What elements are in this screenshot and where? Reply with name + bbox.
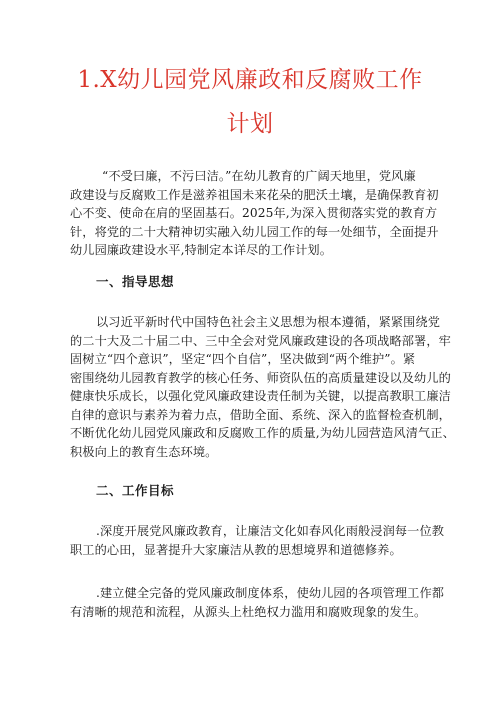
goal2-line: .建立健全完备的党风廉政制度体系，使幼儿园的各项管理工作都	[96, 586, 445, 600]
intro-line: 幼儿园廉政建设水平,特制定本详尽的工作计划。	[70, 243, 333, 257]
intro-line: 政建设与反腐败工作是滋养祖国未来花朵的肥沃土壤，是确保教育初	[70, 187, 439, 202]
section1-line: 密围绕幼儿园教育教学的核心任务、师资队伍的高质量建设以及幼儿的	[70, 370, 451, 385]
section1-line: 不断优化幼儿园党风廉政和反腐败工作的质量,为幼儿园营造风清气正、	[70, 426, 455, 440]
intro-line: “不受曰廉，不污曰洁。”在幼儿教育的广阔天地里，党风廉	[102, 169, 416, 183]
document-title-line1: 1.X幼儿园党风廉政和反腐败工作	[77, 67, 423, 93]
goal1-line: .深度开展党风廉政教育，让廉洁文化如春风化雨般浸润每一位教	[96, 524, 445, 538]
section1-line: 固树立“四个意识”，坚定“四个自信”，坚决做到“两个维护”。紧	[70, 352, 416, 366]
intro-paragraph	[70, 167, 439, 260]
section1-line: 的二十大及二十届二中、三中全会对党风廉政建设的各项战略部署，牢	[70, 333, 451, 348]
section2-heading: 二、工作目标	[96, 483, 175, 498]
section1-line: 以习近平新时代中国特色社会主义思想为根本遵循，紧紧围绕党	[96, 315, 441, 329]
goal1-line: 职工的心田，显著提升大家廉洁从教的思想境界和道德修养。	[70, 542, 402, 557]
section1-line: 自律的意识与素养为着力点，借助全面、系统、深入的监督检查机制，	[70, 407, 451, 422]
goal2-paragraph	[70, 584, 445, 621]
goal2-line: 有清晰的规范和流程，从源头上杜绝权力滥用和腐败现象的发生。	[70, 604, 427, 619]
intro-line: 心不变、使命在肩的坚固基石。2025年,为深入贯彻落实党的教育方	[70, 206, 438, 220]
section1-line: 积极向上的教育生态环境。	[70, 444, 218, 459]
document-title-line2: 计划	[226, 111, 274, 137]
goal1-paragraph	[70, 522, 445, 559]
section1-heading: 一、指导思想	[96, 274, 175, 289]
section1-paragraph	[70, 313, 455, 461]
intro-line: 针，将党的二十大精神切实融入幼儿园工作的每一处细节，全面提升	[70, 224, 439, 239]
section1-line: 健康快乐成长，以强化党风廉政建设责任制为关键，以提高教职工廉洁	[70, 389, 451, 403]
